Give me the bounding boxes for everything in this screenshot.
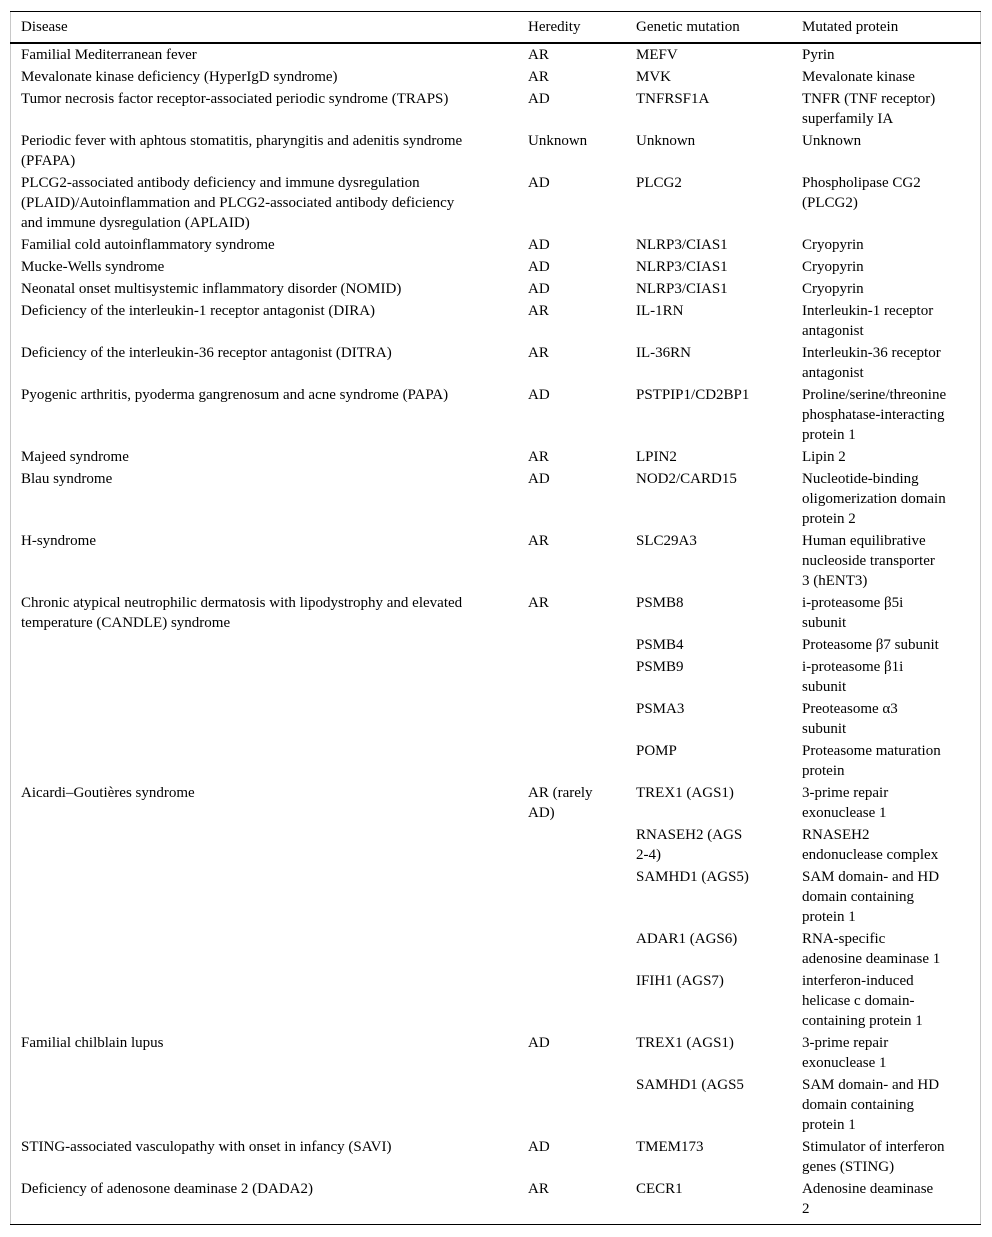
table-cell-heredity: AD [528, 387, 550, 403]
table-cell-disease: Familial chilblain lupus [21, 1035, 164, 1051]
table-cell-disease: Tumor necrosis factor receptor-associated periodic syndrome (TRAPS) [21, 91, 449, 107]
table-cell-protein: Lipin 2 [802, 449, 846, 465]
table-cell-protein: nucleoside transporter [802, 553, 935, 569]
table-cell-mutation: POMP [636, 743, 677, 759]
table-cell-mutation: TMEM173 [636, 1139, 704, 1155]
table-cell-protein: exonuclease 1 [802, 805, 887, 821]
table-cell-disease: temperature (CANDLE) syndrome [21, 615, 231, 631]
column-header-mutation: Genetic mutation [636, 19, 740, 35]
table-cell-protein: 3-prime repair [802, 785, 889, 801]
table-cell-disease: PLCG2-associated antibody deficiency and immune dysregulation [21, 175, 420, 191]
table-cell-heredity: Unknown [528, 133, 588, 149]
table-cell-protein: superfamily IA [802, 111, 894, 127]
table-cell-protein: Mevalonate kinase [802, 69, 915, 85]
table-cell-heredity: AR (rarely [528, 785, 593, 801]
table-cell-mutation: IL-36RN [636, 345, 691, 361]
table-cell-protein: i-proteasome β5i [802, 595, 904, 611]
table-cell-mutation: LPIN2 [636, 449, 677, 465]
table-cell-protein: protein 1 [802, 427, 856, 443]
table-cell-protein: oligomerization domain [802, 491, 946, 507]
table-cell-mutation: SLC29A3 [636, 533, 697, 549]
table-cell-disease: H-syndrome [21, 533, 96, 549]
table-cell-disease: Deficiency of the interleukin-36 receptor antagonist (DITRA) [21, 345, 392, 361]
table-cell-heredity: AR [528, 533, 549, 549]
table-cell-protein: phosphatase-interacting [802, 407, 945, 423]
table-cell-heredity: AD [528, 281, 550, 297]
table-cell-mutation: PSMA3 [636, 701, 685, 717]
table-cell-heredity: AD [528, 91, 550, 107]
table-cell-protein: antagonist [802, 323, 864, 339]
table-cell-mutation: PSMB9 [636, 659, 684, 675]
table-cell-mutation: PSMB8 [636, 595, 684, 611]
table-cell-protein: RNA-specific [802, 931, 886, 947]
table-cell-protein: Cryopyrin [802, 281, 864, 297]
table-cell-disease: STING-associated vasculopathy with onset in infancy (SAVI) [21, 1139, 392, 1155]
table-cell-disease: Pyogenic arthritis, pyoderma gangrenosum and acne syndrome (PAPA) [21, 387, 449, 403]
table-cell-protein: Proteasome maturation [802, 743, 941, 759]
table-cell-heredity: AR [528, 449, 549, 465]
table-cell-mutation: SAMHD1 (AGS5) [636, 869, 749, 885]
table-cell-heredity: AR [528, 595, 549, 611]
table-cell-mutation: MEFV [636, 47, 678, 63]
table-cell-disease: Familial Mediterranean fever [21, 47, 197, 63]
table-cell-protein: protein 1 [802, 909, 856, 925]
table-cell-mutation: NLRP3/CIAS1 [636, 259, 728, 275]
table-cell-mutation: NOD2/CARD15 [636, 471, 737, 487]
table-cell-protein: RNASEH2 [802, 827, 870, 843]
table-cell-protein: SAM domain- and HD [802, 1077, 940, 1093]
table-cell-mutation: IFIH1 (AGS7) [636, 973, 724, 989]
table-cell-protein: SAM domain- and HD [802, 869, 940, 885]
table-cell-mutation: PLCG2 [636, 175, 682, 191]
table-cell-protein: protein 2 [802, 511, 856, 527]
table-cell-disease: Aicardi–Goutières syndrome [21, 785, 195, 801]
table-cell-mutation: TNFRSF1A [636, 91, 710, 107]
table-cell-disease: Deficiency of the interleukin-1 receptor antagonist (DIRA) [21, 303, 376, 319]
table-cell-mutation: CECR1 [636, 1181, 683, 1197]
table-cell-protein: 3 (hENT3) [802, 573, 868, 589]
table-cell-protein: Proline/serine/threonine [802, 387, 947, 403]
table-cell-disease: Chronic atypical neutrophilic dermatosis with lipodystrophy and elevated [21, 595, 463, 611]
table-cell-mutation: RNASEH2 (AGS [636, 827, 743, 843]
table-cell-disease: Blau syndrome [21, 471, 113, 487]
table-cell-heredity: AR [528, 1181, 549, 1197]
table-cell-mutation: PSMB4 [636, 637, 684, 653]
table-cell-protein: 2 [802, 1201, 810, 1217]
table-cell-protein: Pyrin [802, 47, 835, 63]
table-cell-heredity: AR [528, 69, 549, 85]
table-cell-mutation: NLRP3/CIAS1 [636, 281, 728, 297]
table-cell-disease: Periodic fever with aphtous stomatitis, pharyngitis and adenitis syndrome [21, 133, 463, 149]
table-cell-heredity: AD [528, 471, 550, 487]
table-cell-protein: i-proteasome β1i [802, 659, 904, 675]
table-cell-heredity: AD [528, 237, 550, 253]
table-cell-mutation: MVK [636, 69, 672, 85]
table-cell-disease: Deficiency of adenosone deaminase 2 (DADA2) [21, 1181, 313, 1197]
table-cell-heredity: AR [528, 303, 549, 319]
table-cell-protein: interferon-induced [802, 973, 914, 989]
table-cell-protein: Interleukin-36 receptor [802, 345, 941, 361]
table-cell-protein: Cryopyrin [802, 237, 864, 253]
table-cell-protein: Unknown [802, 133, 862, 149]
table-cell-mutation: TREX1 (AGS1) [636, 785, 734, 801]
table-cell-heredity: AR [528, 47, 549, 63]
table-cell-mutation: IL-1RN [636, 303, 684, 319]
table-cell-disease: (PFAPA) [21, 153, 76, 169]
table-cell-protein: containing protein 1 [802, 1013, 923, 1029]
table-cell-disease: (PLAID)/Autoinflammation and PLCG2-associated antibody deficiency [21, 195, 455, 211]
table-cell-mutation: PSTPIP1/CD2BP1 [636, 387, 750, 403]
table-cell-protein: Proteasome β7 subunit [802, 637, 939, 653]
column-header-heredity: Heredity [528, 19, 581, 35]
table-cell-protein: antagonist [802, 365, 864, 381]
table-cell-disease: Familial cold autoinflammatory syndrome [21, 237, 275, 253]
table-cell-disease: Mucke-Wells syndrome [21, 259, 165, 275]
table-cell-heredity: AD [528, 1139, 550, 1155]
table-cell-heredity: AD [528, 259, 550, 275]
table-cell-protein: Preoteasome α3 [802, 701, 898, 717]
table-bottom-rule [10, 1224, 981, 1225]
table-cell-protein: Human equilibrative [802, 533, 926, 549]
table-cell-protein: domain containing [802, 1097, 915, 1113]
header-bottom-rule [10, 42, 981, 44]
table-cell-heredity: AR [528, 345, 549, 361]
table-cell-disease: Mevalonate kinase deficiency (HyperIgD syndrome) [21, 69, 338, 85]
table-cell-mutation: SAMHD1 (AGS5 [636, 1077, 744, 1093]
table-cell-mutation: Unknown [636, 133, 696, 149]
column-header-protein: Mutated protein [802, 19, 899, 35]
table-cell-heredity: AD) [528, 805, 555, 821]
table-cell-protein: endonuclease complex [802, 847, 939, 863]
column-header-disease: Disease [21, 19, 68, 35]
table-cell-protein: protein 1 [802, 1117, 856, 1133]
table-cell-protein: TNFR (TNF receptor) [802, 91, 936, 107]
table-cell-disease: and immune dysregulation (APLAID) [21, 215, 250, 231]
table-cell-protein: (PLCG2) [802, 195, 858, 211]
table-cell-protein: helicase c domain- [802, 993, 915, 1009]
table-cell-mutation: ADAR1 (AGS6) [636, 931, 738, 947]
table-cell-mutation: NLRP3/CIAS1 [636, 237, 728, 253]
table-cell-protein: Adenosine deaminase [802, 1181, 934, 1197]
table-cell-mutation: 2-4) [636, 847, 661, 863]
table-cell-protein: exonuclease 1 [802, 1055, 887, 1071]
table-cell-protein: Interleukin-1 receptor [802, 303, 934, 319]
table-cell-protein: Nucleotide-binding [802, 471, 919, 487]
table-cell-protein: Stimulator of interferon [802, 1139, 945, 1155]
table-top-rule [10, 11, 981, 12]
table-cell-protein: genes (STING) [802, 1159, 895, 1175]
table-cell-protein: domain containing [802, 889, 915, 905]
table-cell-protein: Phospholipase CG2 [802, 175, 921, 191]
table-cell-disease: Majeed syndrome [21, 449, 129, 465]
table-cell-protein: Cryopyrin [802, 259, 864, 275]
table-cell-protein: subunit [802, 721, 847, 737]
table-cell-heredity: AD [528, 175, 550, 191]
table-cell-protein: 3-prime repair [802, 1035, 889, 1051]
table-cell-protein: subunit [802, 679, 847, 695]
table-cell-mutation: TREX1 (AGS1) [636, 1035, 734, 1051]
table-cell-heredity: AD [528, 1035, 550, 1051]
table-cell-protein: subunit [802, 615, 847, 631]
table-cell-protein: protein [802, 763, 845, 779]
table-cell-protein: adenosine deaminase 1 [802, 951, 941, 967]
table-cell-disease: Neonatal onset multisystemic inflammatory disorder (NOMID) [21, 281, 402, 297]
